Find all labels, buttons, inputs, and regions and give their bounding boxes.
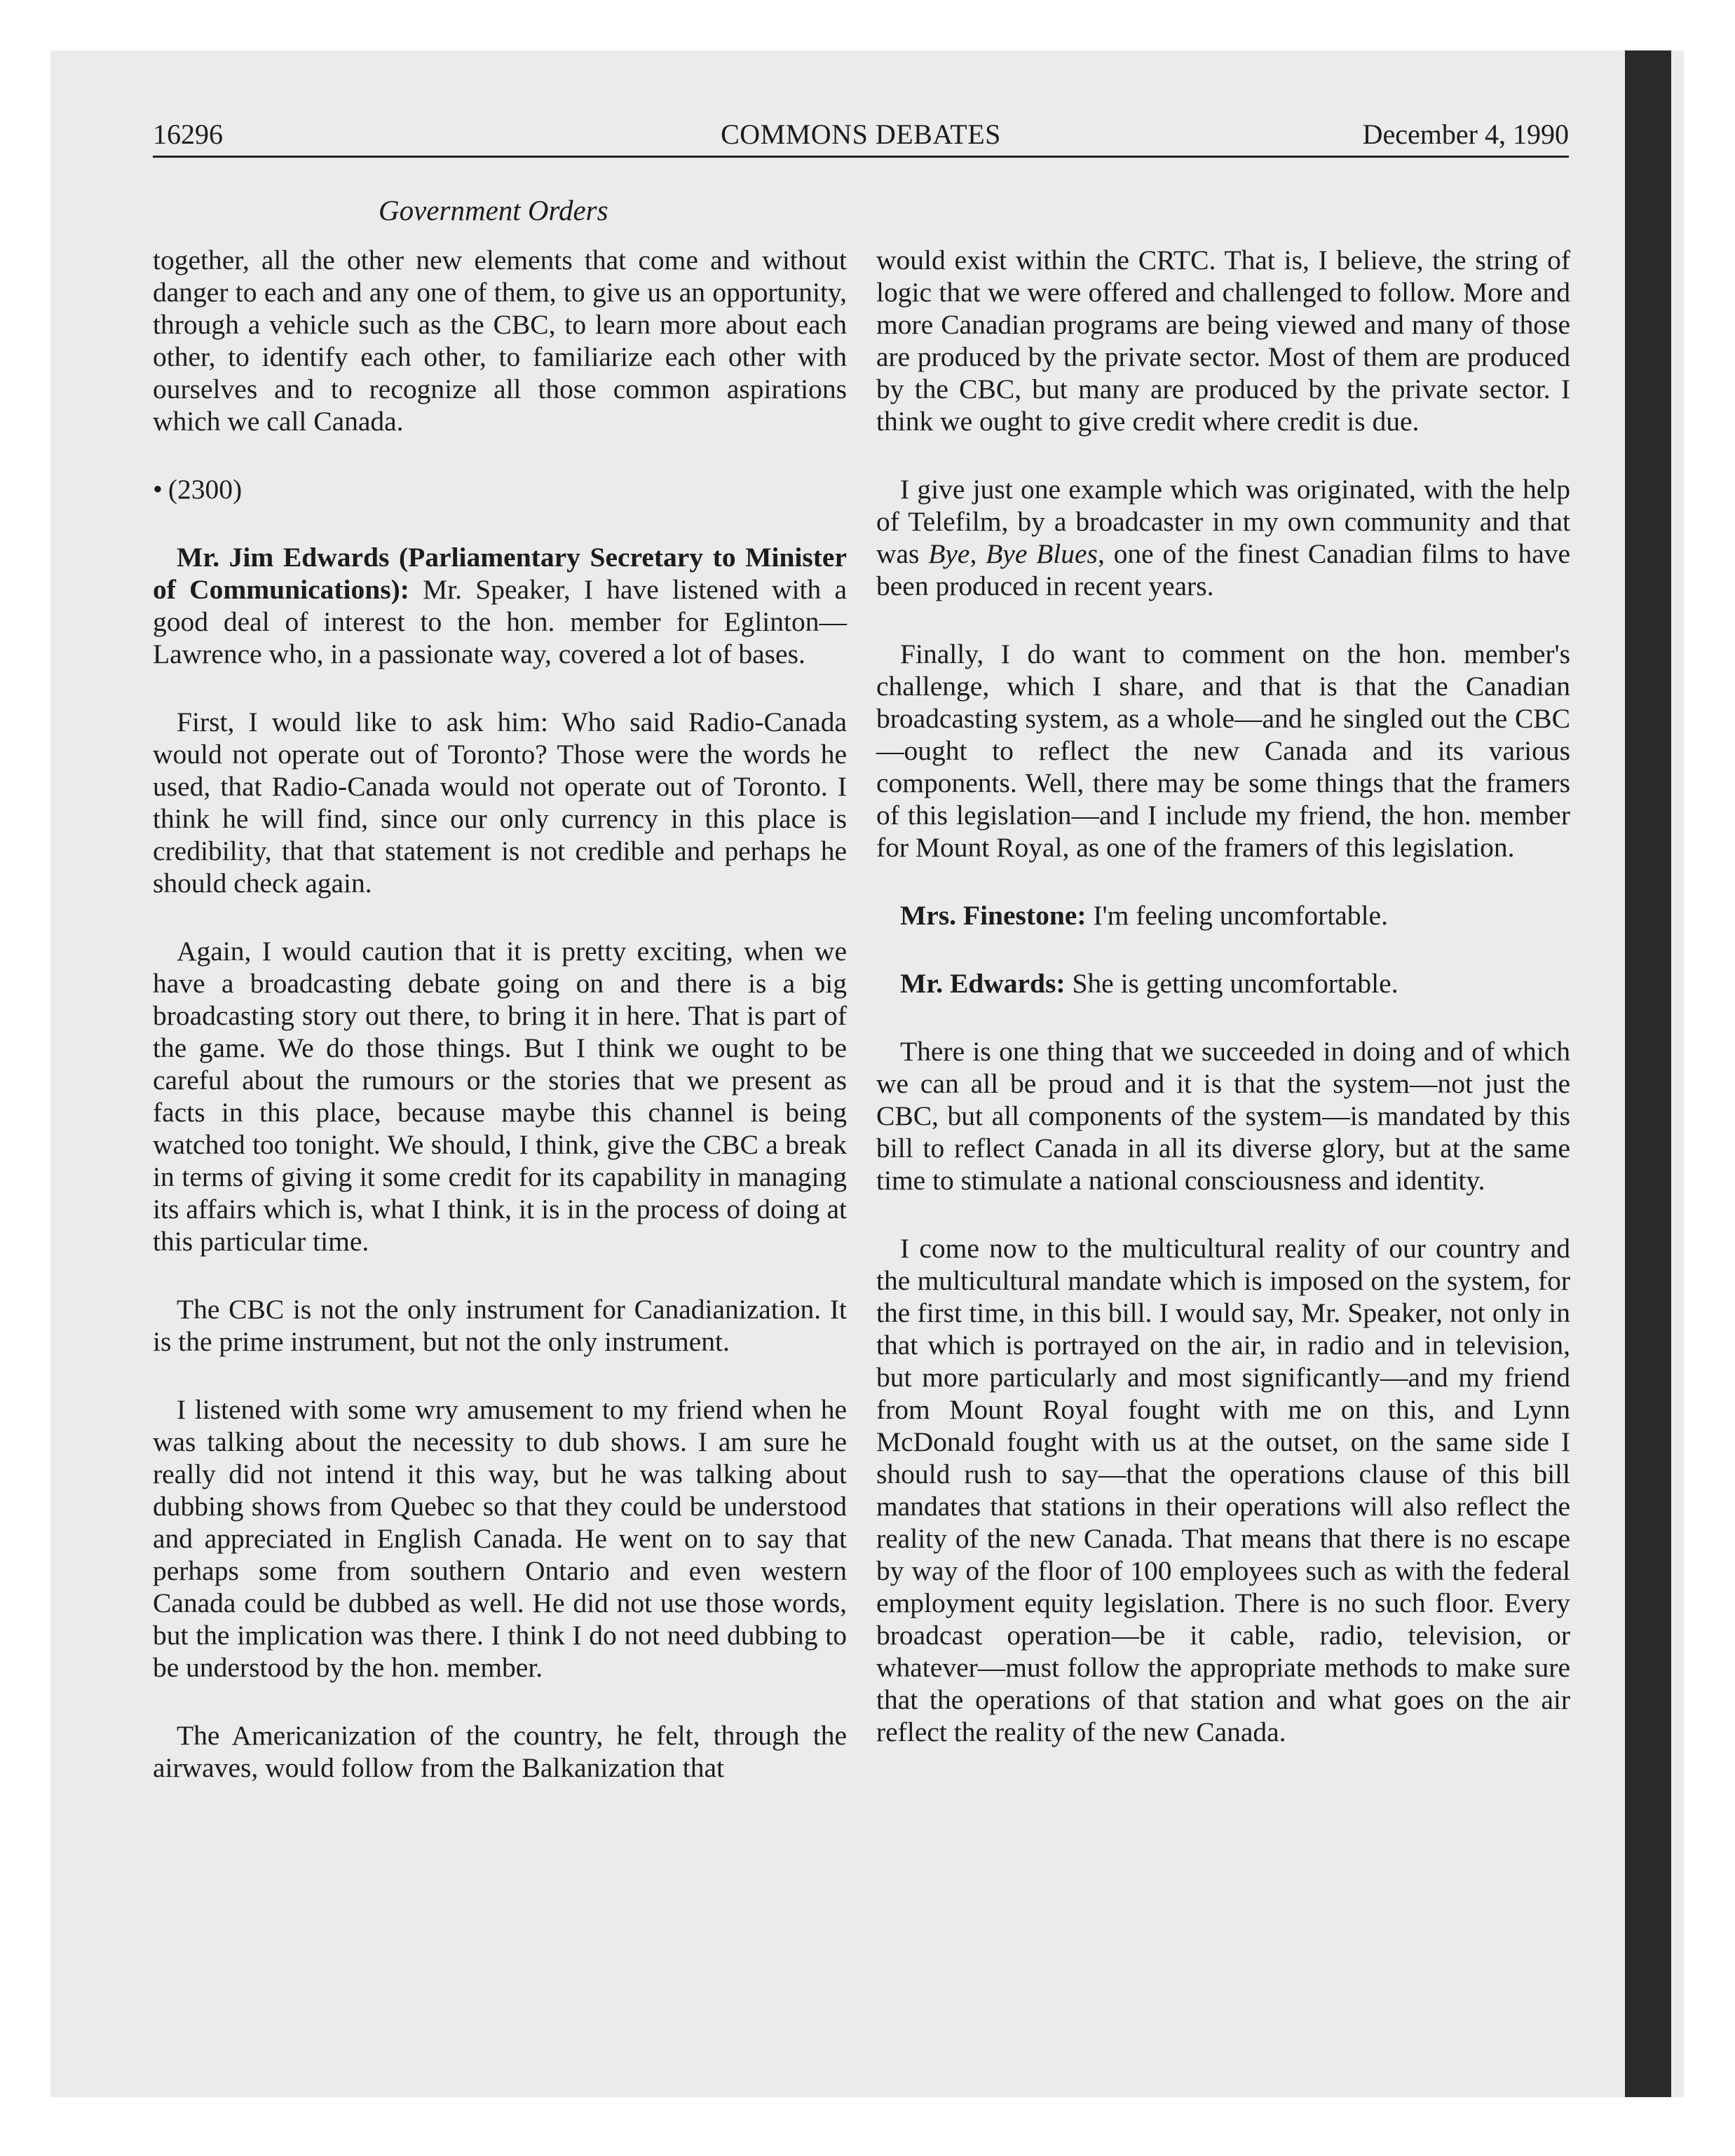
film-title: Bye, Bye Blues — [928, 538, 1098, 569]
speaker-name: Mr. Edwards: — [900, 968, 1066, 999]
scan-edge-shadow — [1625, 50, 1671, 2097]
left-column — [153, 244, 847, 1820]
paragraph-text: I give just one example which was originated, with the help of Telefilm, by a broadcaster in my own community and that was — [876, 474, 1570, 569]
paragraph: would exist within the CRTC. That is, I believe, the string of logic that we were offered and challenged to follow. More and more Canadian programs are being viewed and many of those are produced by the private sector. Most of them are produced by the CBC, but many are produced by the private sector. I think we ought to give credit where credit is due. — [876, 245, 1570, 437]
time-marker — [153, 473, 847, 505]
speech-paragraph — [153, 541, 847, 670]
page-header — [153, 118, 1569, 157]
paragraph: I come now to the multicultural reality of our country and the multicultural mandate which is imposed on the system, for the first time, in this bill. I would say, Mr. Speaker, not only in that which is portrayed on the air, in radio and in television, but more particularly and most significantly—and my friend from Mount Royal fought with me on this, and Lynn McDonald fought with us at the outset, on the same side I should rush to say—that the operations clause of this bill mandates that stations in their operations will also reflect the reality of the new Canada. That means that there is no escape by way of the floor of 100 employees such as with the federal employment equity legislation. There is no such floor. Every broadcast operation—be it cable, radio, television, or whatever—must follow the appropriate methods to make sure that the operations of that station and what goes on the air reflect the reality of the new Canada. — [876, 1233, 1570, 1747]
header-date: December 4, 1990 — [1362, 118, 1569, 150]
paragraph: First, I would like to ask him: Who said Radio-Canada would not operate out of Toronto? Those were the words he used, that Radio-Canada would not operate out of Toronto. I think he will find, since our only currency in this place is credibility, that that statement is not credible and perhaps he should check again. — [153, 707, 847, 899]
header-rule — [153, 156, 1569, 158]
time-marker-label: (2300) — [168, 474, 243, 505]
speech-text: She is getting uncomfortable. — [1072, 968, 1399, 999]
speech-text: Mr. Speaker, I have listened with a good deal of interest to the hon. member for Eglinton—Lawrence who, in a passionate way, covered a lot of bases. — [153, 574, 847, 669]
paragraph: Finally, I do want to comment on the hon. member's challenge, which I share, and that is that the Canadian broadcasting system, as a whole—and he singled out the CBC—ought to reflect the new Canada and its various components. Well, there may be some things that the framers of this legislation—and I include my friend, the hon. member for Mount Royal, as one of the framers of this legislation. — [876, 639, 1570, 863]
speaker-name: Mr. Jim Edwards (Parliamentary Secretary to Minister of Communications): — [153, 542, 847, 605]
right-column — [876, 244, 1570, 1784]
publication-title: COMMONS DEBATES — [721, 118, 1001, 150]
paragraph: The Americanization of the country, he felt, through the airwaves, would follow from the Balkanization that — [153, 1720, 847, 1783]
paragraph-text: , one of the finest Canadian films to have been produced in recent years. — [876, 538, 1571, 601]
section-title: Government Orders — [379, 194, 608, 226]
page-number: 16296 — [153, 118, 223, 150]
speech-paragraph — [876, 967, 1570, 999]
speaker-name: Mrs. Finestone: — [900, 900, 1087, 931]
paragraph — [876, 473, 1570, 602]
speech-paragraph — [876, 899, 1570, 932]
paragraph: Again, I would caution that it is pretty exciting, when we have a broadcasting debate going on and there is a big broadcasting story out there, to bring it in here. That is part of the game. We do those things. But I think we ought to be careful about the rumours or the stories that we present as facts in this place, because maybe this channel is being watched too tonight. We should, I think, give the CBC a break in terms of giving it some credit for its capability in managing its affairs which is, what I think, it is in the process of doing at this particular time. — [153, 936, 847, 1257]
paragraph: I listened with some wry amusement to my friend when he was talking about the necessity to dub shows. I am sure he really did not intend it this way, but he was talking about dubbing shows from Quebec so that they could be understood and appreciated in English Canada. He went on to say that perhaps some from southern Ontario and even western Canada could be dubbed as well. He did not use those words, but the implication was there. I think I do not need dubbing to be understood by the hon. member. — [153, 1394, 847, 1683]
paragraph: The CBC is not the only instrument for Canadianization. It is the prime instrument, but not the only instrument. — [153, 1294, 847, 1357]
paragraph: together, all the other new elements that come and without danger to each and any one of them, to give us an opportunity, through a vehicle such as the CBC, to learn more about each other, to identify each other, to familiarize each other with ourselves and to recognize all those common aspirations which we call Canada. — [153, 245, 847, 437]
paragraph: There is one thing that we succeeded in doing and of which we can all be proud and it is that the system—not just the CBC, but all components of the system—is mandated by this bill to reflect Canada in all its diverse glory, but at the same time to stimulate a national consciousness and identity. — [876, 1036, 1570, 1196]
speech-text: I'm feeling uncomfortable. — [1093, 900, 1388, 931]
bullet-icon: • — [153, 474, 163, 505]
